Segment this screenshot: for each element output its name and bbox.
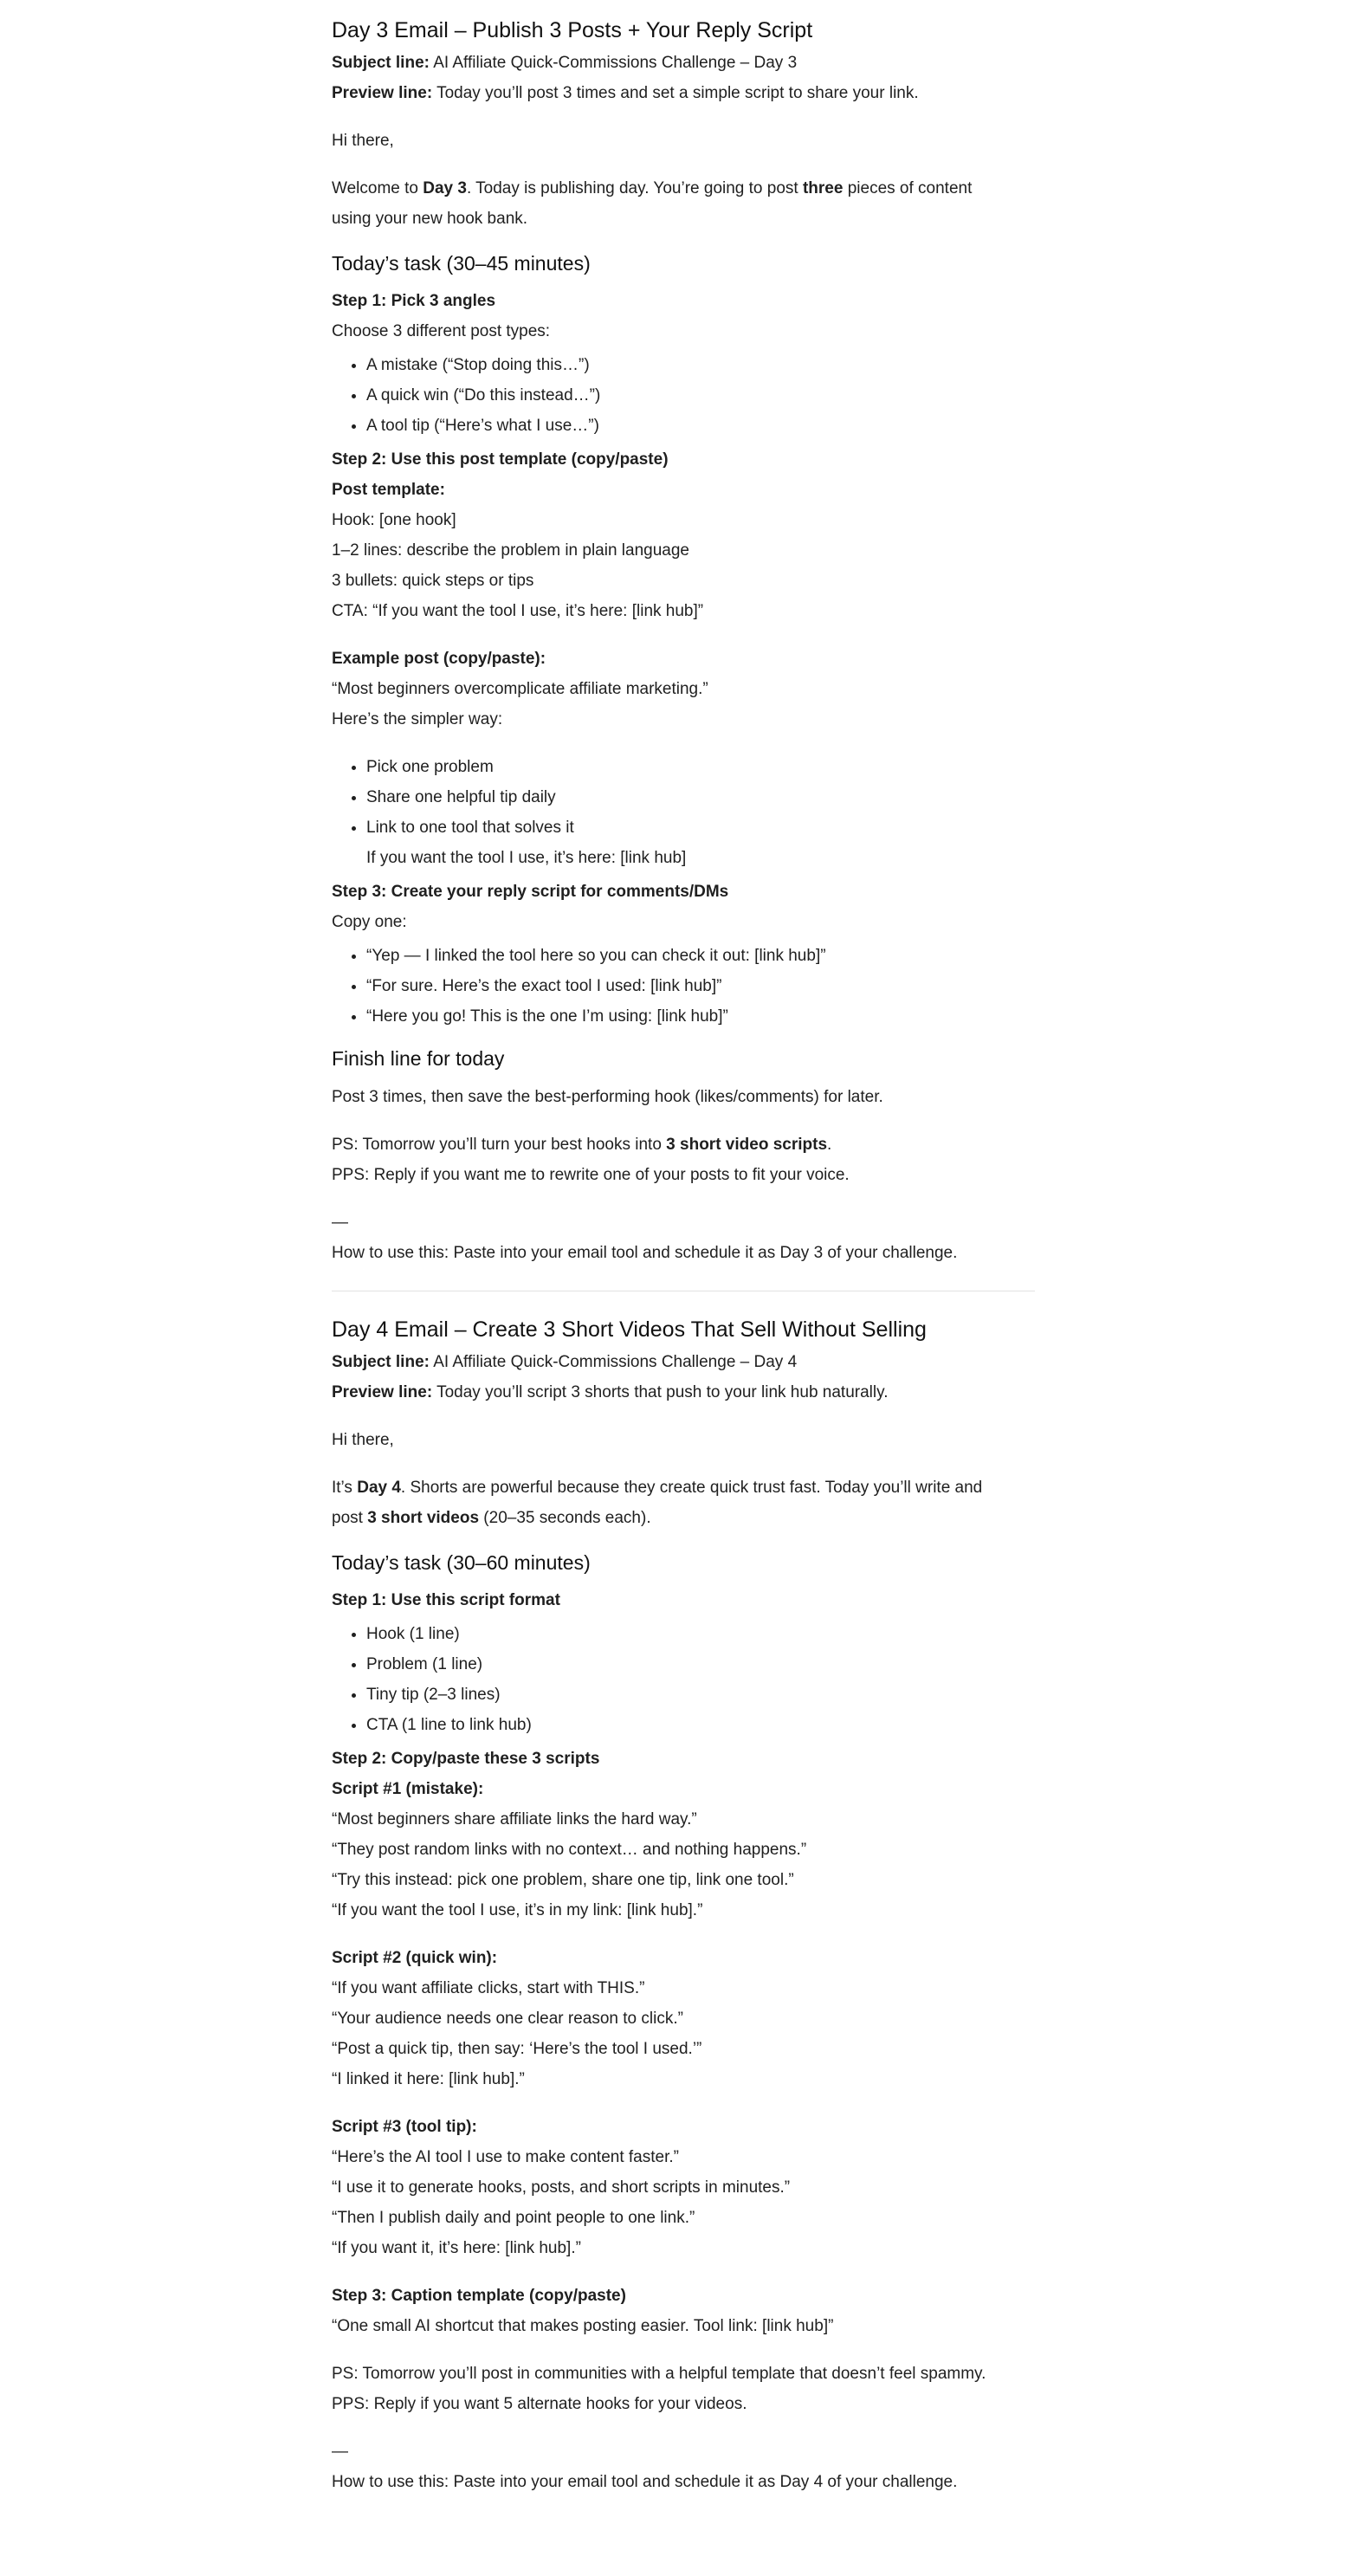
day4-script3-line: “Then I publish daily and point people to one link.” xyxy=(332,2209,695,2227)
day4-script3-line: “If you want it, it’s here: [link hub].” xyxy=(332,2239,581,2257)
list-item: • A mistake (“Stop doing this…”) xyxy=(366,350,1035,380)
day3-title: Day 3 Email – Publish 3 Posts + Your Reply Script xyxy=(332,18,813,42)
list-item: • Hook (1 line) xyxy=(366,1619,1035,1649)
day3-ps: PS: Tomorrow you’ll turn your best hooks into 3 short video scripts. xyxy=(332,1136,832,1154)
day4-script1-line: “Try this instead: pick one problem, share one tip, link one tool.” xyxy=(332,1871,794,1889)
day3-subject-line: Subject line: AI Affiliate Quick-Commissions Challenge – Day 3 xyxy=(332,54,798,72)
day3-step1-list xyxy=(332,350,1035,441)
list-item: • Pick one problem xyxy=(366,752,1035,782)
day3-greeting: Hi there, xyxy=(332,132,394,150)
day4-step1-list xyxy=(332,1619,1035,1740)
day3-template-line: 1–2 lines: describe the problem in plain language xyxy=(332,541,689,560)
list-item: • Tiny tip (2–3 lines) xyxy=(366,1680,1035,1710)
email-document xyxy=(332,0,1035,2497)
day4-step3-text: “One small AI shortcut that makes posting easier. Tool link: [link hub]” xyxy=(332,2317,834,2335)
day3-task-heading: Today’s task (30–45 minutes) xyxy=(332,252,591,275)
day4-ps: PS: Tomorrow you’ll post in communities with a helpful template that doesn’t feel spammy. xyxy=(332,2365,986,2383)
day3-example-label: Example post (copy/paste): xyxy=(332,650,546,668)
day4-step1-title: Step 1: Use this script format xyxy=(332,1591,560,1609)
day3-finish-text: Post 3 times, then save the best-performing hook (likes/comments) for later. xyxy=(332,1088,883,1106)
list-item: • A quick win (“Do this instead…”) xyxy=(366,380,1035,411)
day4-step2-title: Step 2: Copy/paste these 3 scripts xyxy=(332,1750,600,1768)
list-item: • “For sure. Here’s the exact tool I used: [link hub]” xyxy=(366,971,1035,1001)
day4-script2-line: “If you want affiliate clicks, start with THIS.” xyxy=(332,1979,645,1997)
day3-step3-text: Copy one: xyxy=(332,913,407,931)
list-item: • Problem (1 line) xyxy=(366,1649,1035,1680)
list-item: • “Here you go! This is the one I’m using: [link hub]” xyxy=(366,1001,1035,1032)
day3-step3-list xyxy=(332,941,1035,1032)
day4-task-heading: Today’s task (30–60 minutes) xyxy=(332,1551,591,1574)
day3-template-line: Hook: [one hook] xyxy=(332,511,456,529)
list-item: • “Yep — I linked the tool here so you can check it out: [link hub]” xyxy=(366,941,1035,971)
day3-step1-text: Choose 3 different post types: xyxy=(332,322,551,340)
list-item: • A tool tip (“Here’s what I use…”) xyxy=(366,411,1035,441)
day3-preview-line: Preview line: Today you’ll post 3 times and set a simple script to share your link. xyxy=(332,84,919,102)
day4-script1-label: Script #1 (mistake): xyxy=(332,1780,484,1798)
list-item: • Link to one tool that solves it xyxy=(366,812,1035,843)
day4-intro: It’s Day 4. Shorts are powerful because they create quick trust fast. Today you’ll write and post 3 short videos (20–35 seconds each). xyxy=(332,1479,983,1527)
day4-script3-line: “I use it to generate hooks, posts, and short scripts in minutes.” xyxy=(332,2178,791,2197)
day4-subject-line: Subject line: AI Affiliate Quick-Commissions Challenge – Day 4 xyxy=(332,1353,798,1371)
day4-script2-label: Script #2 (quick win): xyxy=(332,1949,498,1967)
day3-finish-heading: Finish line for today xyxy=(332,1047,505,1070)
day3-example-list xyxy=(332,752,1035,843)
day3-example-line: Here’s the simpler way: xyxy=(332,710,503,728)
list-item: • Share one helpful tip daily xyxy=(366,782,1035,812)
day4-greeting: Hi there, xyxy=(332,1431,394,1449)
day4-script2-line: “Your audience needs one clear reason to click.” xyxy=(332,2010,683,2028)
day4-dash: — xyxy=(332,2443,348,2461)
day3-pps: PPS: Reply if you want me to rewrite one of your posts to fit your voice. xyxy=(332,1166,850,1184)
day3-step2-title: Step 2: Use this post template (copy/paste) xyxy=(332,450,669,469)
list-item: • CTA (1 line to link hub) xyxy=(366,1710,1035,1740)
day3-template-line: 3 bullets: quick steps or tips xyxy=(332,572,534,590)
day4-script2-line: “I linked it here: [link hub].” xyxy=(332,2070,525,2088)
day4-script1-line: “If you want the tool I use, it’s in my link: [link hub].” xyxy=(332,1901,703,1919)
day3-example-line: “Most beginners overcomplicate affiliate marketing.” xyxy=(332,680,708,698)
day4-preview-line: Preview line: Today you’ll script 3 shorts that push to your link hub naturally. xyxy=(332,1383,889,1401)
day4-script1-line: “Most beginners share affiliate links the hard way.” xyxy=(332,1810,697,1828)
day4-step3-title: Step 3: Caption template (copy/paste) xyxy=(332,2287,626,2305)
day3-dash: — xyxy=(332,1214,348,1232)
day4-pps: PPS: Reply if you want 5 alternate hooks for your videos. xyxy=(332,2395,747,2413)
day4-script2-line: “Post a quick tip, then say: ‘Here’s the tool I used.’” xyxy=(332,2040,702,2058)
day4-title: Day 4 Email – Create 3 Short Videos That Sell Without Selling xyxy=(332,1317,927,1342)
day4-script1-line: “They post random links with no context… and nothing happens.” xyxy=(332,1841,807,1859)
day3-intro: Welcome to Day 3. Today is publishing day. You’re going to post three pieces of content using your new hook bank. xyxy=(332,179,973,228)
day3-step1-title: Step 1: Pick 3 angles xyxy=(332,292,496,310)
day3-step3-title: Step 3: Create your reply script for comments/DMs xyxy=(332,883,729,901)
day3-template-line: CTA: “If you want the tool I use, it’s here: [link hub]” xyxy=(332,602,704,620)
day4-script3-line: “Here’s the AI tool I use to make content faster.” xyxy=(332,2148,679,2166)
day3-example-cta: If you want the tool I use, it’s here: [link hub] xyxy=(366,849,687,867)
day4-script3-label: Script #3 (tool tip): xyxy=(332,2118,477,2136)
day4-howto: How to use this: Paste into your email tool and schedule it as Day 4 of your challenge. xyxy=(332,2473,958,2491)
day3-howto: How to use this: Paste into your email tool and schedule it as Day 3 of your challenge. xyxy=(332,1244,958,1262)
day3-template-label: Post template: xyxy=(332,481,445,499)
